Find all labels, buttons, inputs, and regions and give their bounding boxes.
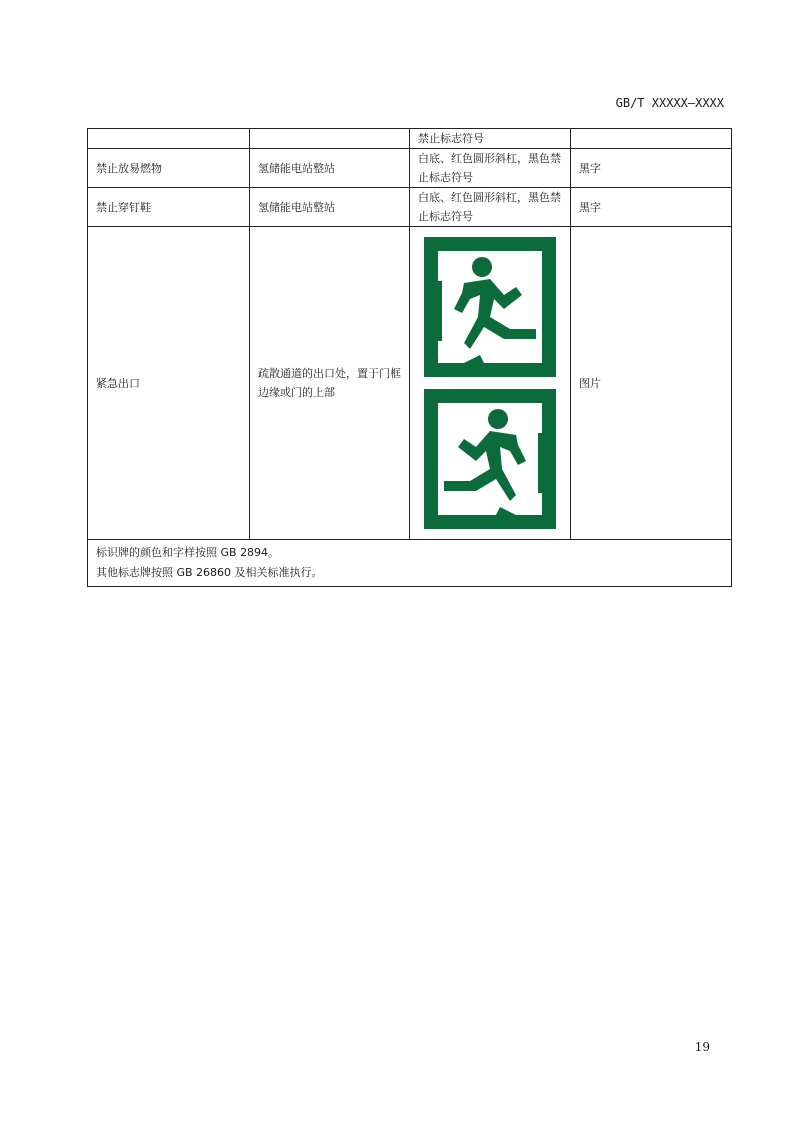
sign-name-cell: 紧急出口 bbox=[88, 227, 250, 540]
sign-name-cell: 禁止穿钉鞋 bbox=[88, 188, 250, 227]
text-style-cell: 黑字 bbox=[571, 188, 732, 227]
table-cell: 禁止标志符号 bbox=[410, 129, 571, 149]
table-row bbox=[88, 149, 732, 188]
text-style-cell: 黑字 bbox=[571, 149, 732, 188]
table-cell bbox=[88, 129, 250, 149]
standard-code: GB/T XXXXX—XXXX bbox=[615, 96, 724, 110]
note-line: 其他标志牌按照 GB 26860 及相关标准执行。 bbox=[96, 566, 323, 579]
emergency-exit-sign-left-icon bbox=[424, 389, 556, 529]
signage-table bbox=[87, 128, 732, 587]
table-notes-row bbox=[88, 540, 732, 587]
table-row bbox=[88, 129, 732, 149]
table-row bbox=[88, 227, 732, 540]
location-cell: 氢储能电站整站 bbox=[250, 149, 410, 188]
table-cell bbox=[571, 129, 732, 149]
text-style-cell: 图片 bbox=[571, 227, 732, 540]
sign-name-cell: 禁止放易燃物 bbox=[88, 149, 250, 188]
table-row bbox=[88, 188, 732, 227]
style-cell: 白底、红色圆形斜杠，黑色禁止标志符号 bbox=[410, 188, 571, 227]
location-cell: 疏散通道的出口处，置于门框边缘或门的上部 bbox=[250, 227, 410, 540]
location-cell: 氢储能电站整站 bbox=[250, 188, 410, 227]
table-cell bbox=[250, 129, 410, 149]
style-image-cell bbox=[410, 227, 571, 540]
style-cell: 白底、红色圆形斜杠，黑色禁止标志符号 bbox=[410, 149, 571, 188]
note-line: 标识牌的颜色和字样按照 GB 2894。 bbox=[96, 546, 280, 559]
notes-cell bbox=[88, 540, 732, 587]
emergency-exit-sign-right-icon bbox=[424, 237, 556, 377]
page-number: 19 bbox=[694, 1040, 710, 1054]
